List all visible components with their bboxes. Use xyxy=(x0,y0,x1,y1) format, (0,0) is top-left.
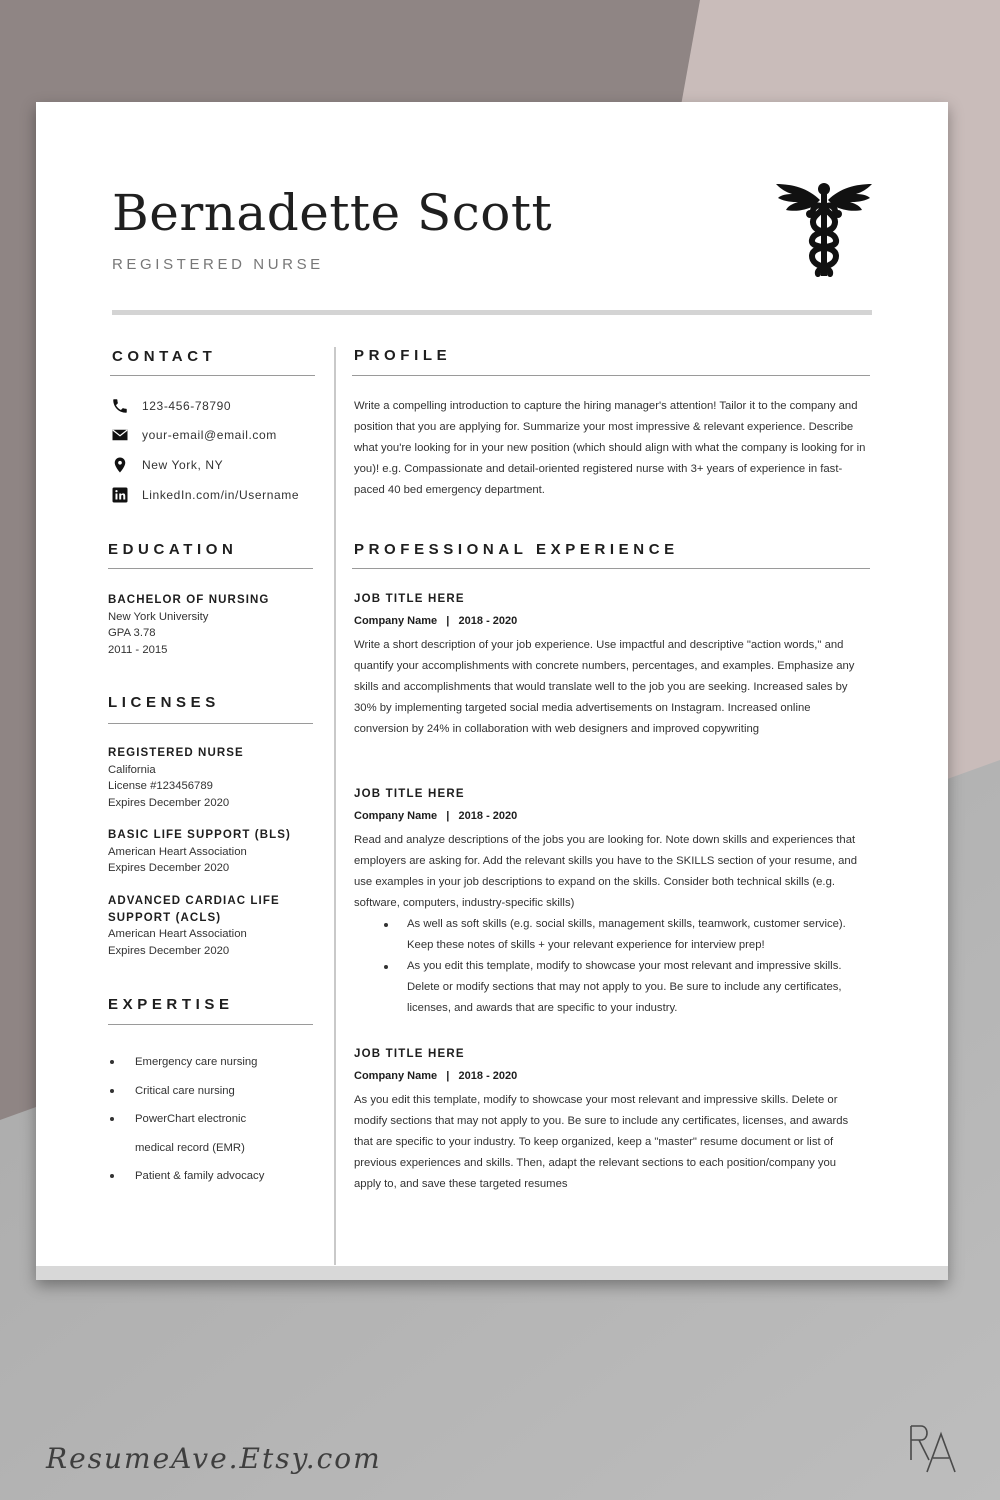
list-item: PowerChart electronic xyxy=(108,1105,328,1134)
header-divider xyxy=(112,310,872,315)
job-title: JOB TITLE HERE xyxy=(354,1048,465,1060)
resume-sheet xyxy=(36,102,948,1280)
list-item: medical record (EMR) xyxy=(135,1141,245,1154)
job-meta: Company Name | 2018 - 2020 xyxy=(354,810,518,822)
education-entry xyxy=(108,592,308,658)
profile-rule xyxy=(352,375,870,376)
job-title: JOB TITLE HERE xyxy=(354,788,465,800)
expertise-list xyxy=(108,1048,328,1191)
contact-phone-text: 123-456-78790 xyxy=(142,399,232,413)
contact-phone xyxy=(110,396,231,416)
job-description: As you edit this template, modify to showcase your most relevant and impressive skills. Delete or modify sections that may not apply to you. Be sure to include any certificates, licenses, and awards that are specific to your industry. To keep organized, keep a "master" resume document or list of previous experiences and skills. Then, adapt the relevant sections to each position/company you apply to, and save these targeted resumes xyxy=(354,1094,849,1190)
contact-email xyxy=(110,425,277,445)
mail-icon xyxy=(110,425,130,445)
education-heading: EDUCATION xyxy=(108,541,238,558)
license-name: ADVANCED CARDIAC LIFE xyxy=(108,895,280,907)
contact-location-text: New York, NY xyxy=(142,458,224,472)
contact-heading: CONTACT xyxy=(112,348,217,365)
linkedin-icon xyxy=(110,485,130,505)
license-name: BASIC LIFE SUPPORT (BLS) xyxy=(108,829,291,841)
job-meta: Company Name | 2018 - 2020 xyxy=(354,1070,518,1082)
license-line: Expires December 2020 xyxy=(108,796,230,809)
license-name: SUPPORT (ACLS) xyxy=(108,911,222,924)
location-pin-icon xyxy=(110,455,130,475)
expertise-rule xyxy=(108,1024,313,1025)
license-line: California xyxy=(108,763,156,776)
sheet-shadow-strip xyxy=(36,1266,948,1280)
list-item: As you edit this template, modify to showcase your most relevant and impressive skills. Delete or modify sections that may not apply to you. Be sure to include any certificates, licenses, and awards that are specific to your industry. xyxy=(354,956,866,1019)
license-name: REGISTERED NURSE xyxy=(108,747,244,759)
monogram-logo-icon xyxy=(905,1420,961,1476)
education-school: New York University xyxy=(108,610,209,623)
license-line: License #123456789 xyxy=(108,780,213,792)
licenses-rule xyxy=(108,723,313,724)
education-degree: BACHELOR OF NURSING xyxy=(108,594,270,606)
license-line: Expires December 2020 xyxy=(108,944,230,957)
job-title: JOB TITLE HERE xyxy=(354,593,465,605)
job-description: Read and analyze descriptions of the jobs you are looking for. Note down skills and experiences that employers are asking for. Add the relevant skills you have to the SKILLS section of your resume, and use examples in your job descriptions to expand on the skills. Consider both technical skills (e.g. software, computers, industry-specific skills) xyxy=(354,834,857,909)
contact-linkedin xyxy=(110,485,299,505)
experience-heading: PROFESSIONAL EXPERIENCE xyxy=(354,541,679,558)
caduceus-icon xyxy=(774,178,874,280)
contact-location xyxy=(110,455,223,475)
bullet-icon xyxy=(384,965,388,969)
list-item: Patient & family advocacy xyxy=(108,1162,328,1191)
license-entry xyxy=(108,827,308,877)
footer-site-link[interactable]: ResumeAve.Etsy.com xyxy=(46,1442,382,1475)
license-line: Expires December 2020 xyxy=(108,862,230,874)
licenses-heading: LICENSES xyxy=(108,694,220,711)
education-gpa: GPA 3.78 xyxy=(108,627,156,639)
contact-linkedin-text: LinkedIn.com/in/Username xyxy=(142,488,300,502)
experience-rule xyxy=(352,568,870,569)
license-entry xyxy=(108,893,308,959)
resume-role: REGISTERED NURSE xyxy=(112,256,324,273)
list-item: Emergency care nursing xyxy=(108,1048,328,1077)
education-years: 2011 - 2015 xyxy=(108,643,168,656)
profile-heading: PROFILE xyxy=(354,347,452,364)
bullet-icon xyxy=(110,1174,114,1178)
job-description: Write a short description of your job experience. Use impactful and descriptive "action words," and quantify your accomplishments with concrete numbers, percentages, and examples. Emphasize any skills and accomplishments that would translate well to the job you are seeking. Increased sales by 30% by implementing targeted social media advertisements on Instagram. Increased online conversion by 24% in collaboration with web designers and improved copywriting xyxy=(354,639,855,735)
list-item: Critical care nursing xyxy=(108,1077,328,1106)
license-line: American Heart Association xyxy=(108,928,247,940)
job-meta: Company Name | 2018 - 2020 xyxy=(354,615,518,627)
bullet-icon xyxy=(110,1117,114,1121)
resume-name: Bernadette Scott xyxy=(112,184,553,242)
list-item: As well as soft skills (e.g. social skills, management skills, teamwork, customer service). Keep these notes of skills + your relevant experience for interview prep! xyxy=(354,914,866,956)
bullet-icon xyxy=(110,1060,114,1064)
bullet-icon xyxy=(110,1089,114,1093)
phone-icon xyxy=(110,396,130,416)
license-line: American Heart Association xyxy=(108,845,247,858)
expertise-heading: EXPERTISE xyxy=(108,996,234,1013)
profile-text: Write a compelling introduction to capture the hiring manager's attention! Tailor it to the company and position that you are applying for. Summarize your most impressive & relevant experience. Describe what you're looking for in your new position (which should align with what the company is looking for in you)! e.g. Compassionate and detail-oriented registered nurse with 3+ years of experience in fast-paced 40 bed emergency department. xyxy=(354,400,866,496)
job-bullets xyxy=(354,914,866,1019)
education-rule xyxy=(108,568,313,569)
contact-email-text: your-email@email.com xyxy=(142,428,277,442)
license-entry xyxy=(108,745,308,811)
column-divider xyxy=(334,347,336,1265)
contact-rule xyxy=(110,375,315,376)
bullet-icon xyxy=(384,923,388,927)
